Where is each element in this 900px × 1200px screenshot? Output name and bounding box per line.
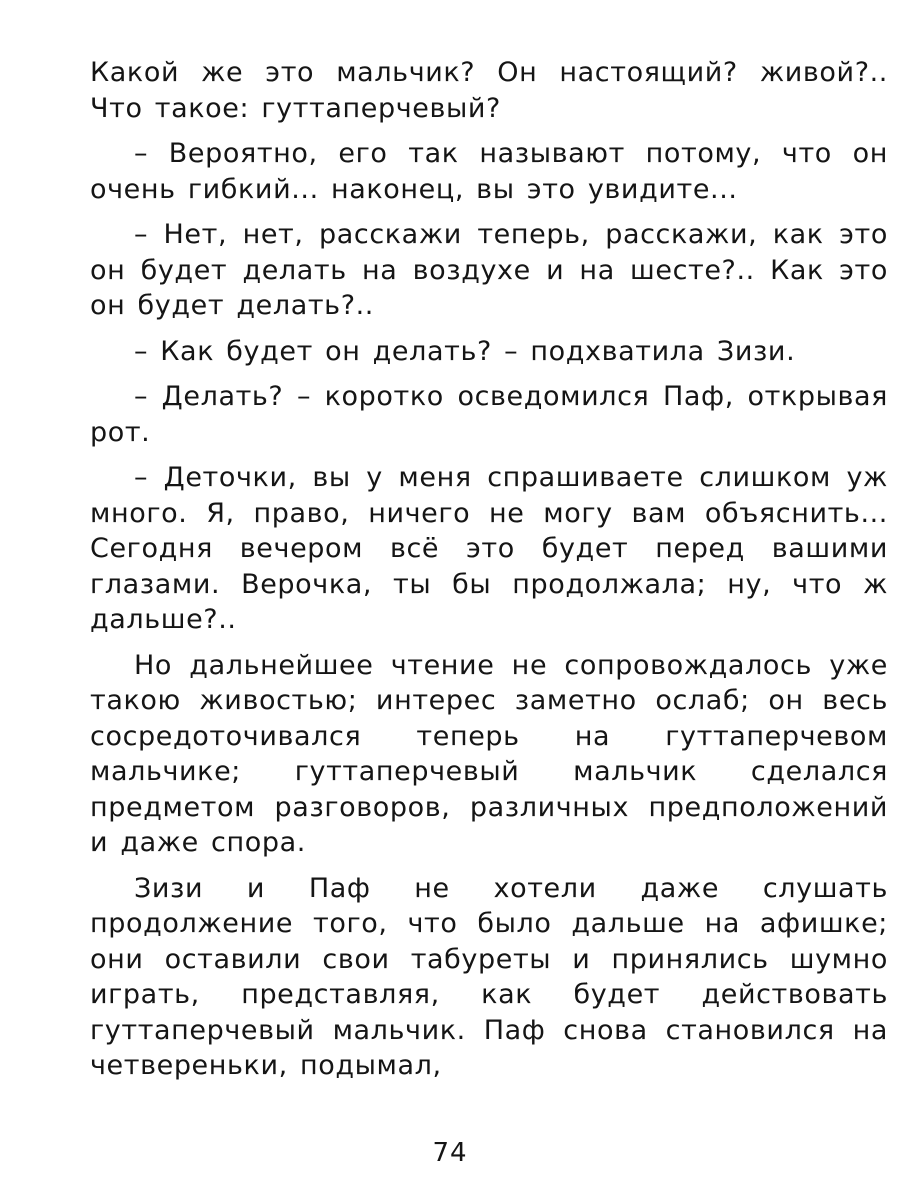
text-body <box>90 55 888 1094</box>
paragraph-5: – Делать? – коротко осведомился Паф, открывая рот. <box>90 381 888 448</box>
paragraph-6: – Деточки, вы у меня спрашиваете слишком уж много. Я, право, ничего не могу вам объяснить... Сегодня вечером всё это будет перед вашими глазами. Верочка, ты бы продолжала; ну, что ж дальше?.. <box>90 462 888 635</box>
paragraph-7: Но дальнейшее чтение не сопровождалось уже такою живостью; интерес заметно ослаб; он весь сосредоточивался теперь на гуттаперчевом мальчике; гуттаперчевый мальчик сделался предметом разговоров, различных предположений и даже спора. <box>90 649 888 858</box>
paragraph-8: Зизи и Паф не хотели даже слушать продолжение того, что было дальше на афишке; они оставили свои табуреты и принялись шумно играть, представляя, как будет действовать гуттаперчевый мальчик. Паф снова становился на четвереньки, подымал, <box>90 872 888 1081</box>
paragraph-3: – Нет, нет, расскажи теперь, расскажи, как это он будет делать на воздухе и на шесте?.. Как это он будет делать?.. <box>90 219 888 321</box>
paragraph-2: – Вероятно, его так называют потому, что он очень гибкий... наконец, вы это увидите... <box>90 138 888 205</box>
paragraph-1: Какой же это мальчик? Он настоящий? живой?.. Что такое: гуттаперчевый? <box>90 57 888 124</box>
paragraph-4: – Как будет он делать? – подхватила Зизи. <box>134 335 796 367</box>
page-number: 74 <box>432 1138 468 1168</box>
